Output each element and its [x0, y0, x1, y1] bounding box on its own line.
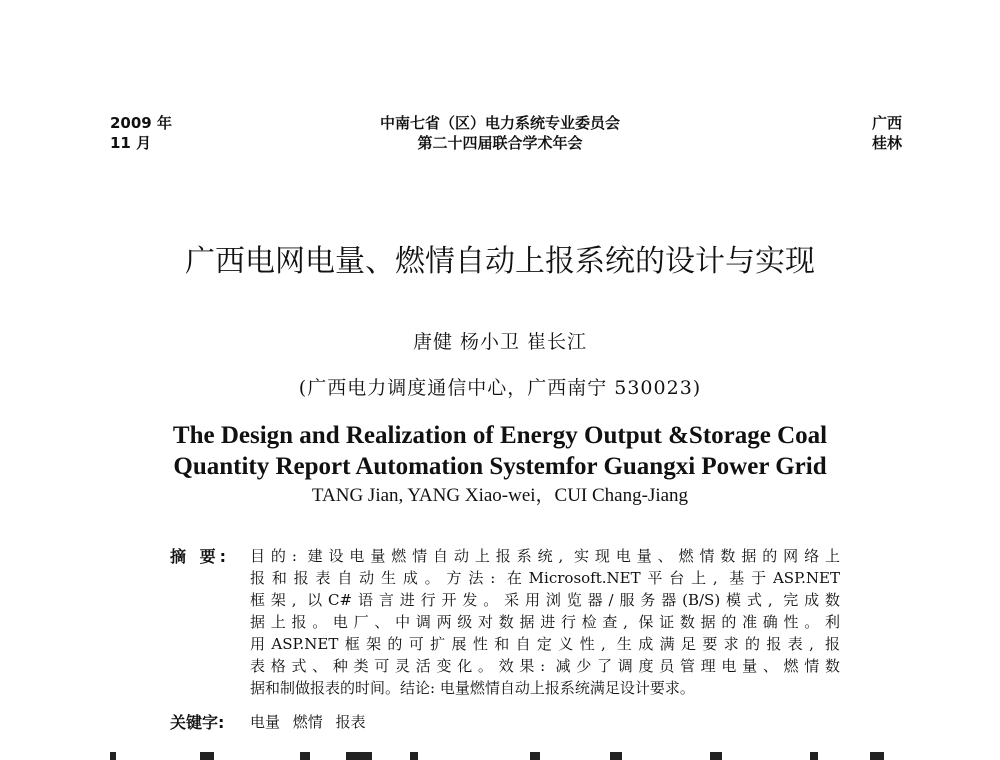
abstract-line: 报和报表自动生成。方法: 在Microsoft.NET平台上, 基于ASP.NET — [250, 569, 840, 587]
header-month: 11 月 — [110, 134, 152, 152]
keyword-item: 报表 — [335, 713, 366, 731]
abstract-body — [250, 545, 840, 699]
abstract-line: 表格式、种类可灵活变化。效果: 减少了调度员管理电量、燃情数 — [250, 657, 840, 675]
cut-off-glyph — [810, 752, 818, 760]
cut-off-glyph — [410, 752, 418, 760]
keywords-list — [250, 711, 374, 733]
cut-off-text-row — [110, 752, 910, 760]
keywords-label: 关键字: — [170, 713, 225, 732]
header-conference — [300, 113, 700, 153]
abstract-line: 用ASP.NET框架的可扩展性和自定义性, 生成满足要求的报表, 报 — [250, 635, 840, 653]
cut-off-glyph — [710, 752, 722, 760]
abstract-label: 摘 要: — [170, 547, 230, 566]
authors-zh: 唐健 杨小卫 崔长江 — [412, 331, 588, 353]
paper-title-zh: 广西电网电量、燃情自动上报系统的设计与实现 — [185, 244, 815, 279]
cut-off-glyph — [110, 752, 116, 760]
cut-off-glyph — [346, 752, 372, 760]
header-city: 桂林 — [871, 134, 902, 152]
authors-en: TANG Jian, YANG Xiao-wei，CUI Chang-Jiang — [311, 485, 689, 506]
cut-off-glyph — [300, 752, 310, 760]
header-meeting: 第二十四届联合学术年会 — [417, 134, 583, 152]
header-committee: 中南七省（区）电力系统专业委员会 — [379, 114, 620, 132]
header-location — [840, 113, 902, 153]
abstract-line: 目的: 建设电量燃情自动上报系统, 实现电量、燃情数据的网络上 — [250, 547, 840, 565]
cut-off-glyph — [870, 752, 884, 760]
cut-off-glyph — [610, 752, 622, 760]
paper-title-en-line: The Design and Realization of Energy Output &Storage Coal — [172, 422, 828, 449]
affiliation-zh: (广西电力调度通信中心，广西南宁 530023) — [298, 377, 702, 399]
paper-title-en — [100, 420, 900, 482]
cut-off-glyph — [530, 752, 540, 760]
abstract-line: 据上报。电厂、中调两级对数据进行检查, 保证数据的准确性。利 — [250, 613, 840, 631]
keyword-item: 燃情 — [292, 713, 323, 731]
abstract-line: 框架, 以C#语言进行开发。采用浏览器/服务器(B/S)模式, 完成数 — [250, 591, 840, 609]
header-year: 2009 年 — [110, 114, 172, 132]
header-date — [110, 113, 172, 153]
abstract-line: 据和制做报表的时间。结论: 电量燃情自动上报系统满足设计要求。 — [250, 679, 695, 697]
header-province: 广西 — [871, 114, 902, 132]
cut-off-glyph — [200, 752, 214, 760]
keyword-item: 电量 — [250, 713, 281, 731]
paper-title-en-line: Quantity Report Automation Systemfor Guangxi Power Grid — [173, 453, 827, 480]
